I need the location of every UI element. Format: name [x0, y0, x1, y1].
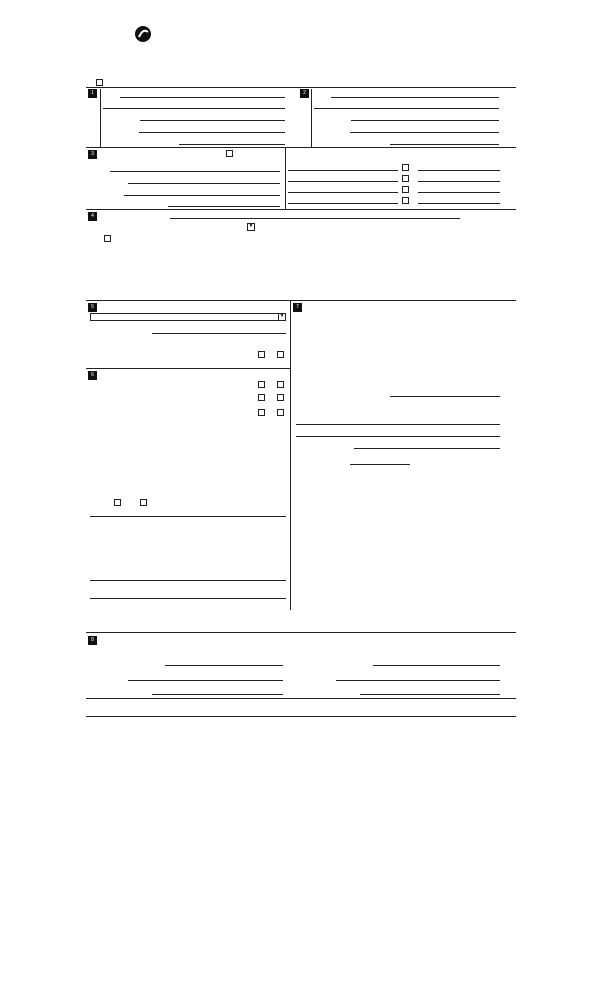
forest-no-checkbox[interactable]: [277, 381, 284, 388]
historic-no-checkbox[interactable]: [277, 409, 284, 416]
section-3-marker: 3: [88, 150, 97, 159]
parcel-3-personal-checkbox[interactable]: [402, 186, 409, 193]
land-use-select[interactable]: [90, 313, 286, 321]
section-6-marker: 6: [88, 371, 97, 380]
section-1-marker: 1: [88, 89, 97, 98]
land-does-not-checkbox[interactable]: [140, 499, 147, 506]
partial-sale-checkbox[interactable]: [96, 79, 103, 86]
exempt-no-checkbox[interactable]: [277, 351, 284, 358]
revenue-logo-icon: [134, 25, 152, 43]
parcel-1-personal-checkbox[interactable]: [402, 164, 409, 171]
forest-yes-checkbox[interactable]: [258, 381, 265, 388]
segregated-checkbox[interactable]: [104, 235, 111, 242]
same-as-buyer-checkbox[interactable]: [226, 150, 233, 157]
section-5-marker: 5: [88, 303, 97, 312]
land-does-checkbox[interactable]: [114, 499, 121, 506]
section-4-marker: 4: [88, 212, 97, 221]
current-use-no-checkbox[interactable]: [277, 394, 284, 401]
current-use-yes-checkbox[interactable]: [258, 394, 265, 401]
parcel-2-personal-checkbox[interactable]: [402, 175, 409, 182]
county-dropdown-icon[interactable]: ▼: [248, 224, 254, 229]
exempt-yes-checkbox[interactable]: [258, 351, 265, 358]
section-7-marker: 7: [293, 303, 302, 312]
historic-yes-checkbox[interactable]: [258, 409, 265, 416]
land-use-dropdown-icon[interactable]: ▼: [279, 314, 285, 319]
section-8-marker: 8: [88, 636, 97, 645]
parcel-4-personal-checkbox[interactable]: [402, 197, 409, 204]
section-2-marker: 2: [300, 89, 309, 98]
